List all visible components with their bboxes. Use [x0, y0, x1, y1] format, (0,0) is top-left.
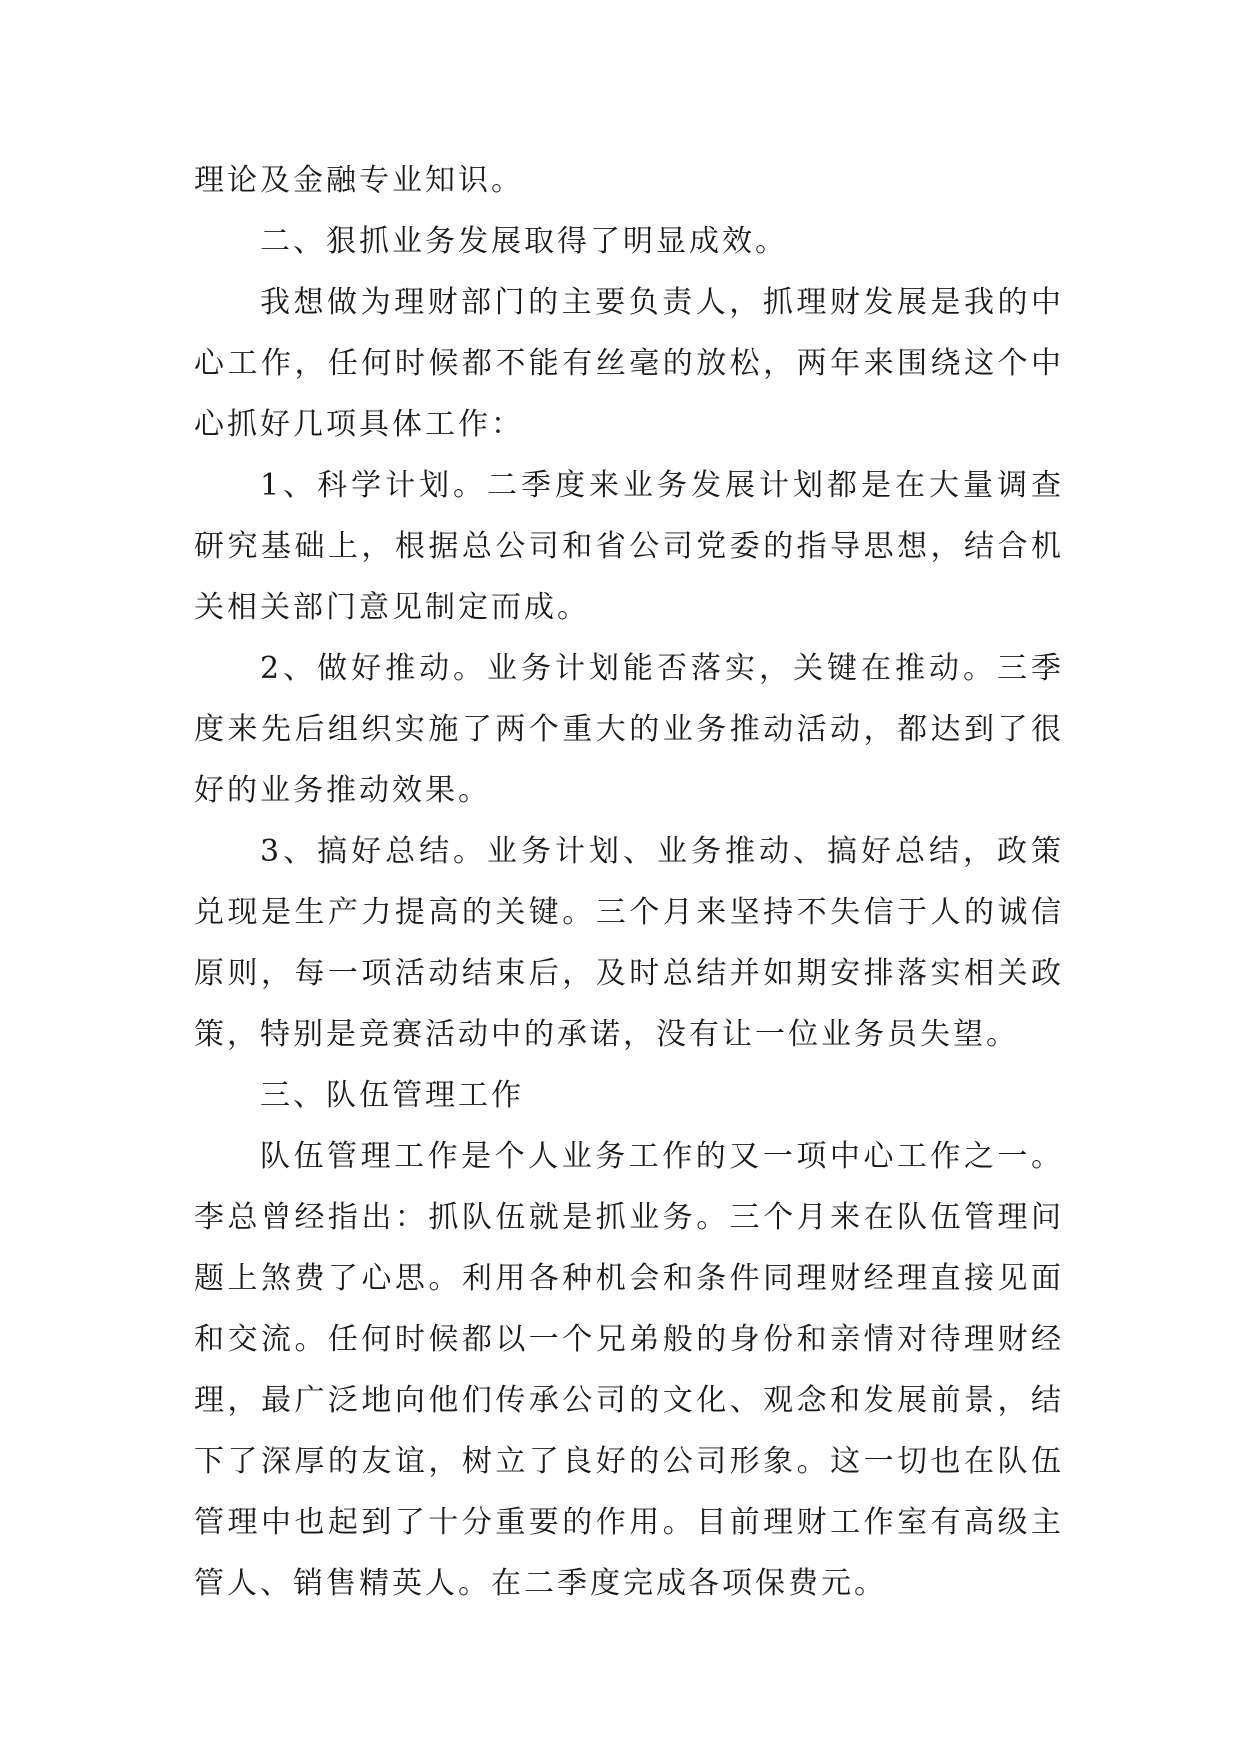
list-item-1: 1、科学计划。二季度来业务发展计划都是在大量调查研究基础上，根据总公司和省公司党委的指导思想，结合机关相关部门意见制定而成。: [194, 468, 1064, 625]
paragraph-continuation: 理论及金融专业知识。: [194, 163, 524, 198]
paragraph-team-management: 队伍管理工作是个人业务工作的又一项中心工作之一。李总曾经指出：抓队伍就是抓业务。三个月来在队伍管理问题上煞费了心思。利用各种机会和条件同理财经理直接见面和交流。任何时候都以一个兄弟般的身份和亲情对待理财经理，最广泛地向他们传承公司的文化、观念和发展前景，结下了深厚的友谊，树立了良好的公司形象。这一切也在队伍管理中也起到了十分重要的作用。目前理财工作室有高级主管人、销售精英人。在二季度完成各项保费元。: [194, 1139, 1064, 1601]
document-body: [194, 150, 1064, 1614]
list-item-3: 3、搞好总结。业务计划、业务推动、搞好总结，政策兑现是生产力提高的关键。三个月来坚持不失信于人的诚信原则，每一项活动结束后，及时总结并如期安排落实相关政策，特别是竞赛活动中的承诺，没有让一位业务员失望。: [194, 834, 1064, 1052]
section-heading-2: 二、狠抓业务发展取得了明显成效。: [260, 224, 788, 259]
list-item-2: 2、做好推动。业务计划能否落实，关键在推动。三季度来先后组织实施了两个重大的业务推动活动，都达到了很好的业务推动效果。: [194, 651, 1064, 808]
paragraph-intro: 我想做为理财部门的主要负责人，抓理财发展是我的中心工作，任何时候都不能有丝毫的放松，两年来围绕这个中心抓好几项具体工作：: [194, 285, 1064, 442]
section-heading-3: 三、队伍管理工作: [260, 1078, 524, 1113]
